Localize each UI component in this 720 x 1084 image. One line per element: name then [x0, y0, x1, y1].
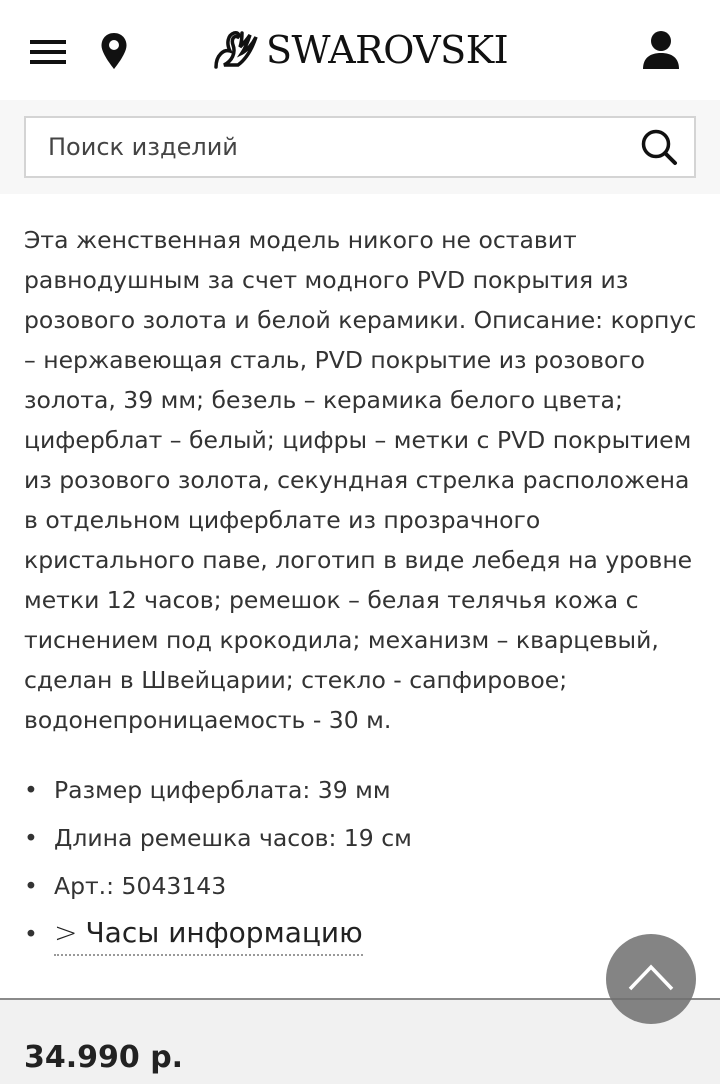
top-header	[0, 0, 720, 100]
spec-article-number: • Арт.: 5043143	[24, 866, 624, 914]
chevron-right-icon: >	[54, 916, 78, 949]
user-icon[interactable]	[642, 30, 680, 70]
chevron-up-icon	[627, 962, 675, 992]
spec-dial-size: • Размер циферблата: 39 мм	[24, 770, 624, 818]
product-price: 34.990 р.	[24, 1040, 184, 1075]
product-specs-list	[24, 770, 624, 962]
product-description: Эта женственная модель никого не оставит равнодушным за счет модного PVD покрытия из розового золота и белой керамики. Описание: корпус – нержавеющая сталь, PVD покрытие из розового золота, 39 мм; безель – керамика белого цвета; циферблат – белый; цифры – метки с PVD покрытием из розового золота, секундная стрелка расположена в отдельном циферблате из прозрачного кристального паве, логотип в виде лебедя на уровне метки 12 часов; ремешок – белая телячья кожа с тиснением под крокодила; механизм – кварцевый, сделан в Швейцарии; стекло - сапфировое; водонепроницаемость - 30 м.	[24, 226, 697, 734]
location-pin-icon[interactable]	[100, 32, 128, 70]
watch-info-label: Часы информацию	[85, 916, 363, 949]
price-bar	[0, 998, 720, 1084]
brand-logo[interactable]	[212, 28, 508, 72]
search-icon[interactable]	[640, 128, 678, 166]
menu-icon[interactable]	[30, 38, 66, 66]
watch-info-link[interactable]	[54, 914, 363, 956]
search-bar-area	[0, 100, 720, 194]
search-input[interactable]	[48, 118, 628, 176]
scroll-to-top-button[interactable]	[606, 934, 696, 1024]
brand-name: SWAROVSKI	[266, 28, 509, 72]
watch-info-item	[24, 914, 624, 962]
swan-logo-icon	[212, 29, 258, 71]
spec-strap-length: • Длина ремешка часов: 19 см	[24, 818, 624, 866]
search-box	[24, 116, 696, 178]
